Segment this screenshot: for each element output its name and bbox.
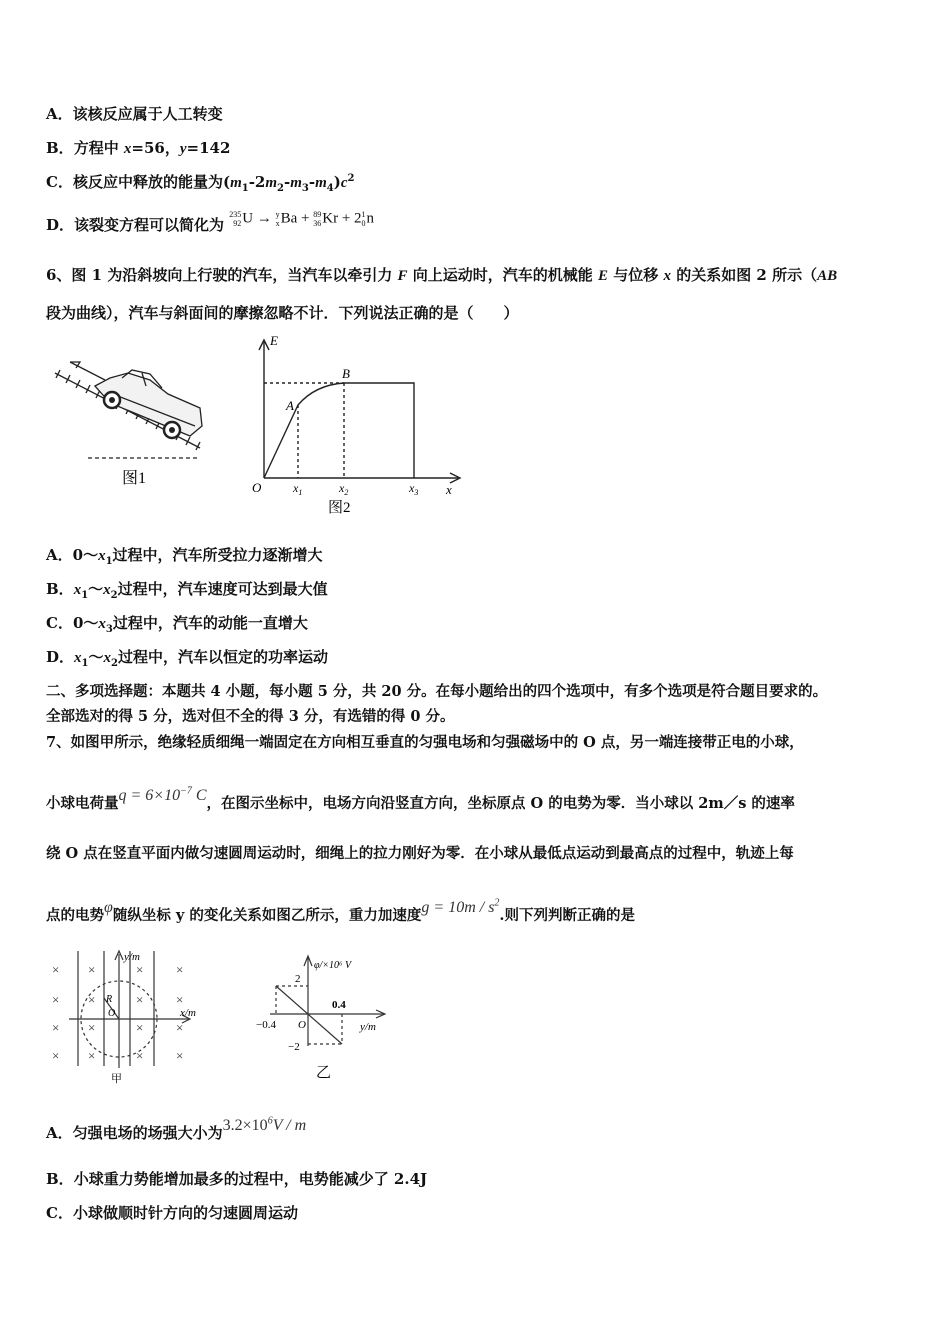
fig-yi-y-label: φ/×10⁶ V xyxy=(314,960,352,971)
fig-yi-caption: 乙 xyxy=(316,1065,332,1081)
figure-1-car-on-slope xyxy=(50,348,210,493)
figure-jia-field-diagram xyxy=(44,946,214,1086)
fig2-point-b: B xyxy=(342,366,350,381)
q7-stem-line2: 小球电荷量$q = 6\times 10^{-7}$ C，在图示坐标中，电场方向沿竖直方向，坐标原点 O 的电势为零．当小球以 2m／s 的速率 xyxy=(46,785,795,812)
q7-stem-line4: 点的电势φ随纵坐标 y 的变化关系如图乙所示，重力加速度$g = 10m / s^2$.则下列判断正确的是 xyxy=(46,897,635,924)
svg-text:×: × xyxy=(136,1020,144,1035)
svg-text:×: × xyxy=(88,992,96,1007)
fig-yi-tick-2: 2 xyxy=(295,973,301,985)
svg-text:×: × xyxy=(52,992,60,1007)
q7-option-c: C．小球做顺时针方向的匀速圆周运动 xyxy=(46,1204,298,1222)
svg-text:×: × xyxy=(52,962,60,977)
fig-yi-x-label: y/m xyxy=(360,1021,376,1033)
svg-text:×: × xyxy=(88,962,96,977)
fig2-x1: x xyxy=(293,481,299,495)
q7-stem-line3: 绕 O 点在竖直平面内做匀速圆周运动时，细绳上的拉力刚好为零．在小球从最低点运动到最高点的过程中，轨迹上每 xyxy=(46,845,794,862)
fig2-origin: O xyxy=(252,480,262,495)
q7-option-a: A．匀强电场的场强大小为$3.2\times 10^6V / m$ xyxy=(46,1115,307,1142)
svg-text:×: × xyxy=(136,962,144,977)
fig2-x-label: x xyxy=(446,482,452,497)
figure-yi-potential-graph xyxy=(254,950,394,1085)
svg-text:×: × xyxy=(176,992,184,1007)
q6-option-a: A．$0\sim x_1$过程中，汽车所受拉力逐渐增大 xyxy=(46,546,323,567)
svg-text:×: × xyxy=(176,962,184,977)
section-2-header-line1: 二、多项选择题：本题共 4 小题，每小题 5 分，共 20 分。在每小题给出的四个选项中，有多个选项是符合题目要求的。 xyxy=(46,683,828,700)
section-2-header-line2: 全部选对的得 5 分，选对但不全的得 3 分，有选错的得 0 分。 xyxy=(46,708,455,725)
svg-text:×: × xyxy=(52,1048,60,1063)
q6-option-d: D．$x_1\sim x_2$过程中，汽车以恒定的功率运动 xyxy=(46,648,328,669)
q5-option-c: C．核反应中释放的能量为$(m_1-2m_2-m_3-m_4)c^2$ xyxy=(46,173,355,194)
fig2-x2: x xyxy=(339,481,345,495)
fig2-x3: x xyxy=(409,481,415,495)
q6-stem-line2: 段为曲线），汽车与斜面间的摩擦忽略不计．下列说法正确的是（ ） xyxy=(46,304,519,322)
fig-jia-y-label: y/m xyxy=(124,951,140,963)
svg-text:×: × xyxy=(176,1048,184,1063)
svg-text:×: × xyxy=(88,1020,96,1035)
q5-option-a: A．该核反应属于人工转变 xyxy=(46,105,223,123)
q6-option-b: B．$x_1\sim x_2$过程中，汽车速度可达到最大值 xyxy=(46,580,328,601)
q6-stem-line1: 6、图 1 为沿斜坡向上行驶的汽车，当汽车以牵引力 F 向上运动时，汽车的机械能 E 与位移 x 的关系如图 2 所示（AB xyxy=(46,266,838,284)
svg-text:×: × xyxy=(88,1048,96,1063)
figure-2-energy-displacement xyxy=(240,330,470,520)
fig2-caption: 图2 xyxy=(328,500,351,516)
fig-jia-radius-label: R xyxy=(106,994,113,1005)
fig-jia-x-label: x/m xyxy=(180,1007,196,1019)
fission-equation: 235 92 U → y x Ba + 89 36 Kr + 2 1 0 n xyxy=(229,209,375,228)
svg-text:x2: $x_2$ xyxy=(339,481,349,497)
svg-text:x1: $x_1$ xyxy=(293,481,303,497)
svg-text:×: × xyxy=(52,1020,60,1035)
fig-yi-tick-04: 0.4 xyxy=(332,999,346,1011)
q7-stem-line1: 7、如图甲所示，绝缘轻质细绳一端固定在方向相互垂直的匀强电场和匀强磁场中的 O 点，另一端连接带正电的小球， xyxy=(46,734,804,751)
q5-option-d: D．该裂变方程可以简化为 235 92 U → y x Ba + 89 36 Kr + 2 1 0 n xyxy=(46,209,375,234)
q5-option-b: B．方程中 x=56，y=142 xyxy=(46,139,231,157)
fig2-y-label: E xyxy=(270,333,278,348)
fig-yi-tick-neg2: −2 xyxy=(288,1041,300,1053)
svg-text:×: × xyxy=(176,1020,184,1035)
svg-text:×: × xyxy=(136,1048,144,1063)
svg-text:×: × xyxy=(136,992,144,1007)
magnetic-field-crosses xyxy=(52,962,183,1063)
fig-yi-origin: O xyxy=(298,1019,306,1031)
fig-jia-origin: O xyxy=(108,1008,116,1019)
fig2-point-a: A xyxy=(286,398,294,413)
svg-text:x3: $x_3$ xyxy=(409,481,419,497)
q6-option-c: C．$0\sim x_3$过程中，汽车的动能一直增大 xyxy=(46,614,308,635)
q7-option-b: B．小球重力势能增加最多的过程中，电势能减少了 2.4J xyxy=(46,1170,428,1188)
fig-yi-tick-neg04: −0.4 xyxy=(256,1019,276,1031)
figure-1-caption: 图1 xyxy=(122,470,147,487)
fig-jia-caption: 甲 xyxy=(111,1073,122,1085)
